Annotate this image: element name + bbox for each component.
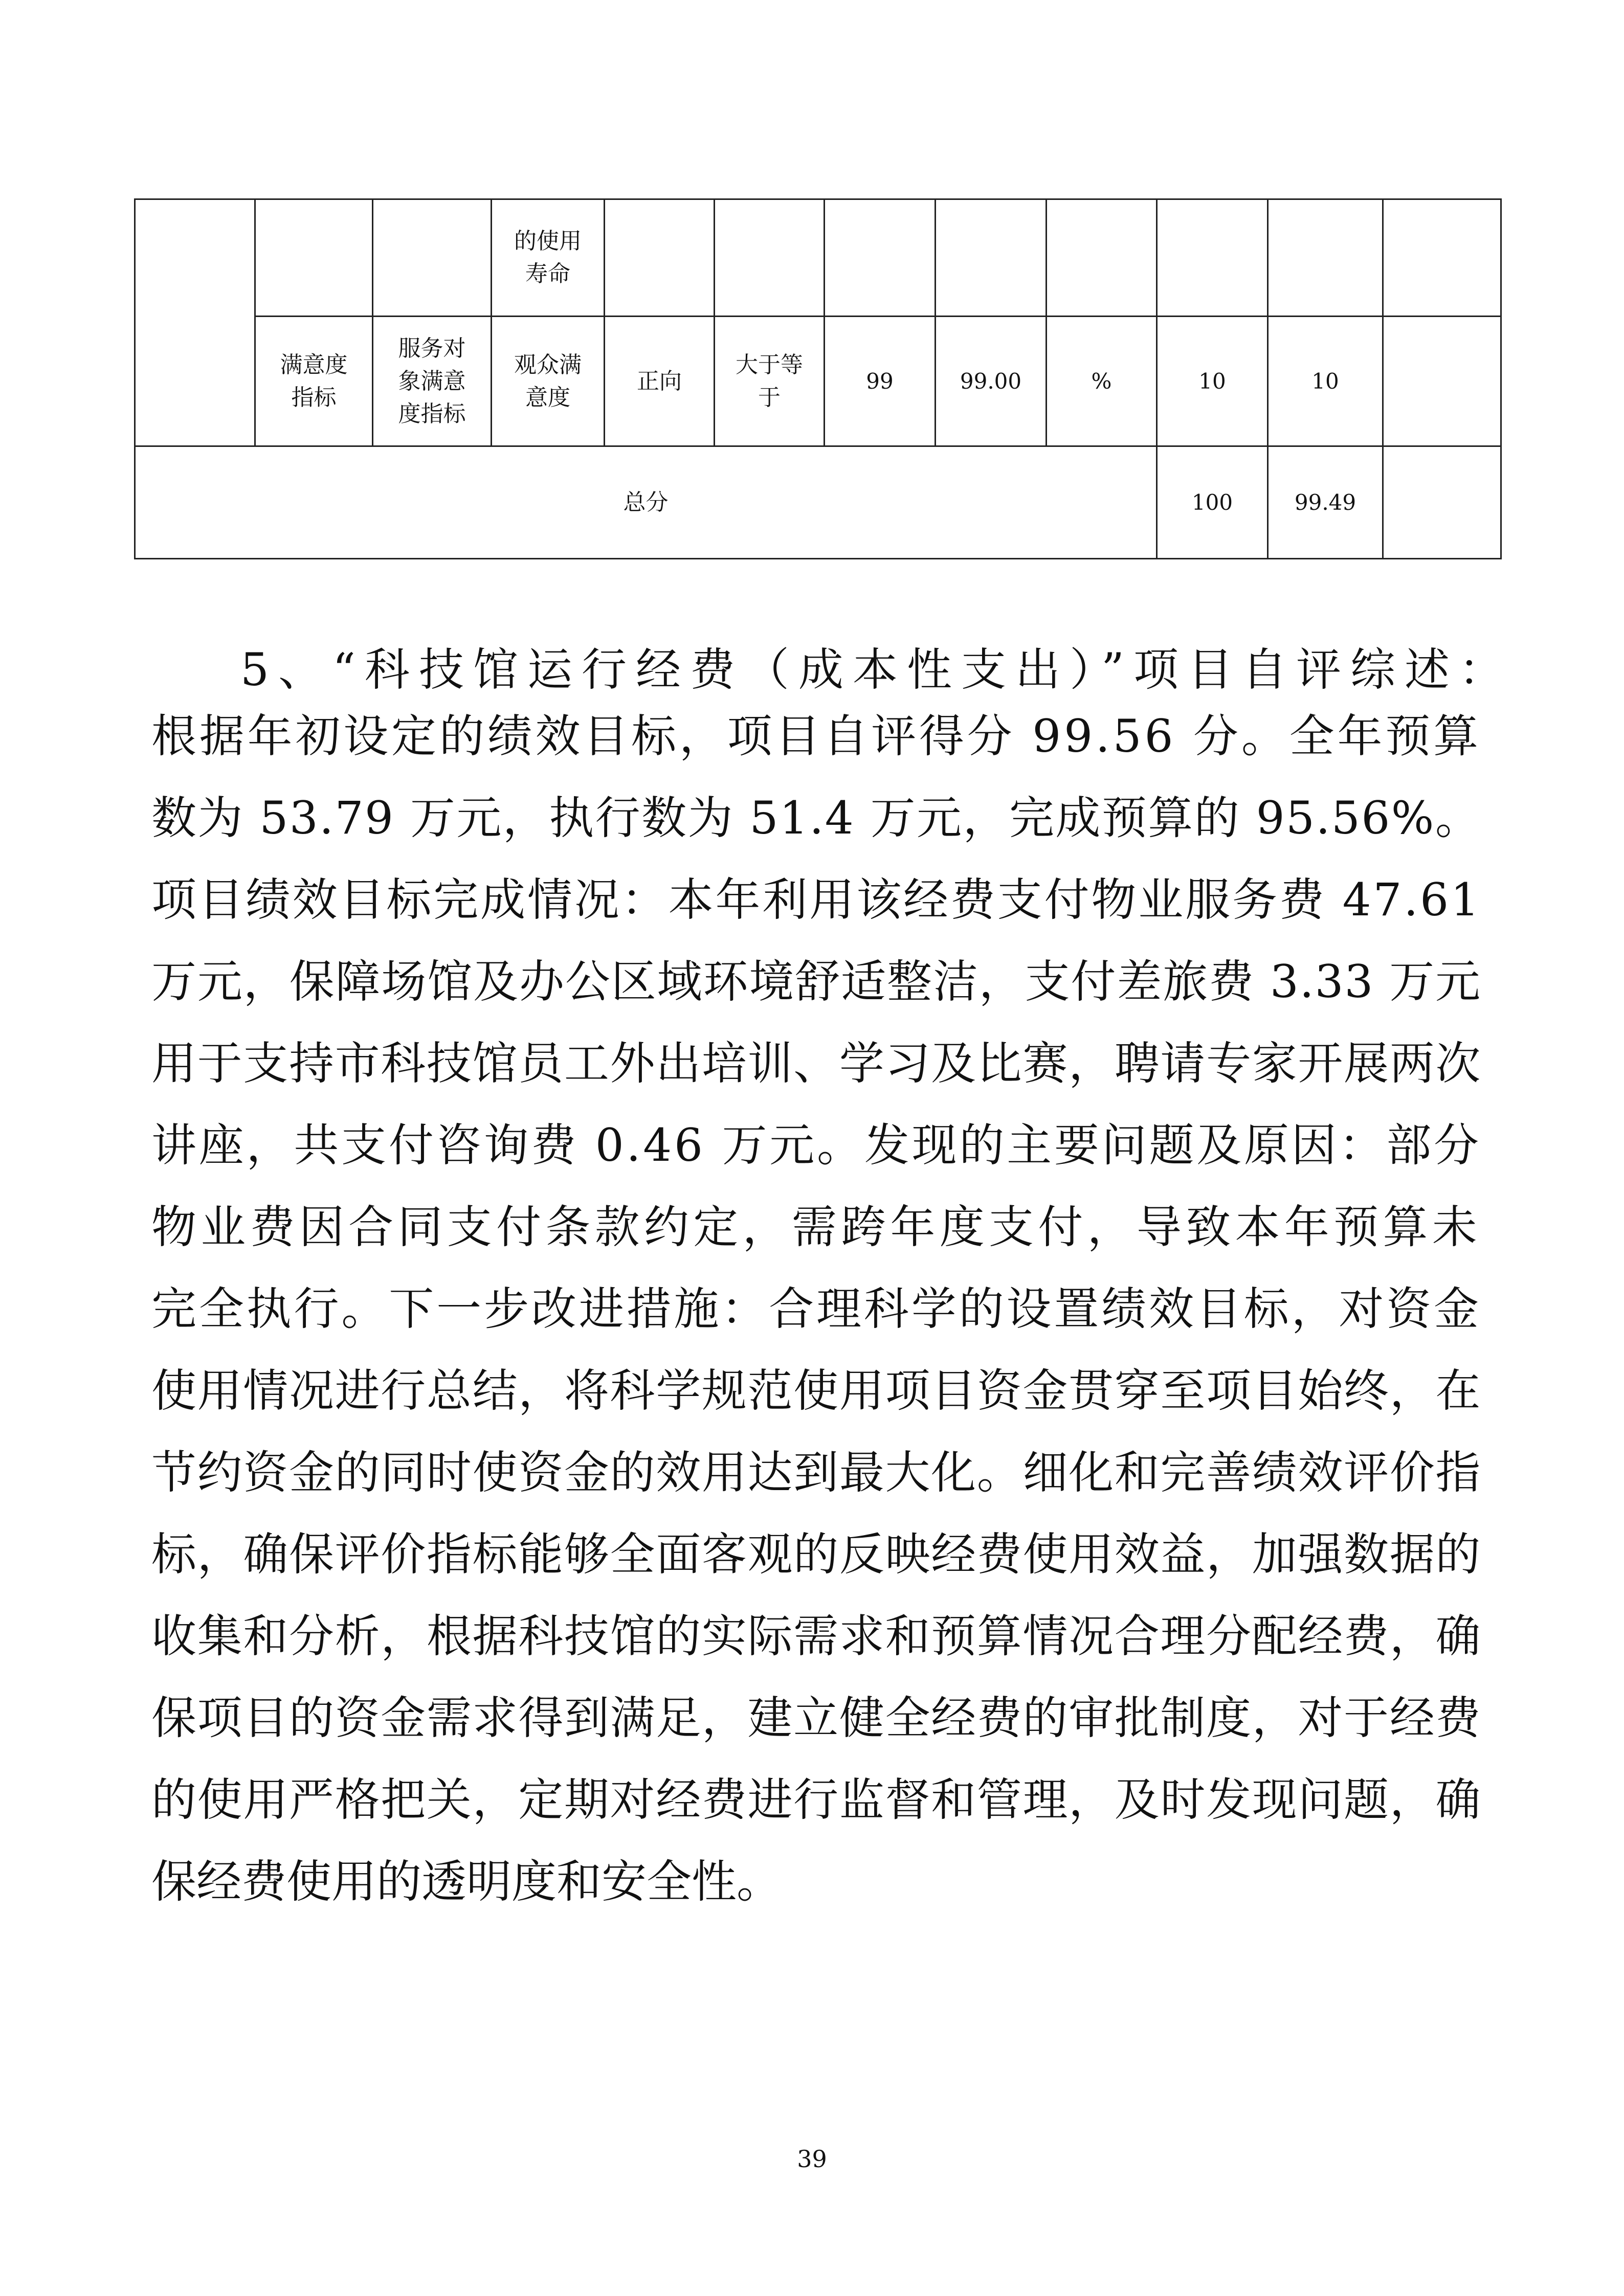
body-line: 节约资金的同时使资金的效用达到最大化。细化和完善绩效评价指 bbox=[151, 1446, 1482, 1499]
cell-text: 99.49 bbox=[1294, 489, 1356, 515]
cell-line: 的使用 bbox=[514, 228, 582, 254]
table-cell-level2-indicator bbox=[373, 317, 491, 445]
body-line: 数为 53.79 万元，执行数为 51.4 万元，完成预算的 95.56%。 bbox=[151, 792, 1482, 844]
cell-line: 意度 bbox=[525, 384, 570, 411]
table-cell-level3-indicator bbox=[492, 317, 604, 445]
performance-table bbox=[134, 198, 1502, 559]
table-border-top bbox=[134, 198, 1502, 200]
body-line: 的使用严格把关，定期对经费进行监督和管理，及时发现问题，确 bbox=[151, 1773, 1482, 1826]
section-heading: 5、“科技馆运行经费（成本性支出）”项目自评综述： bbox=[240, 643, 1513, 696]
table-total-weight bbox=[1158, 447, 1267, 558]
cell-text: 99 bbox=[866, 368, 894, 394]
body-line: 物业费因合同支付条款约定，需跨年度支付，导致本年预算未 bbox=[151, 1201, 1482, 1253]
cell-line: 满意度 bbox=[280, 351, 348, 378]
table-cell-indicator-continued bbox=[492, 200, 604, 316]
body-line: 标，确保评价指标能够全面客观的反映经费使用效益，加强数据的 bbox=[151, 1528, 1482, 1581]
table-border-right bbox=[1500, 198, 1502, 559]
body-line: 使用情况进行总结，将科学规范使用项目资金贯穿至项目始终，在 bbox=[151, 1364, 1482, 1417]
body-line: 保项目的资金需求得到满足，建立健全经费的审批制度，对于经费 bbox=[151, 1692, 1482, 1744]
cell-text: 100 bbox=[1191, 489, 1233, 515]
table-cell-operator bbox=[715, 317, 824, 445]
cell-line: 寿命 bbox=[525, 261, 570, 287]
body-line: 完全执行。下一步改进措施：合理科学的设置绩效目标，对资金 bbox=[151, 1282, 1482, 1335]
body-line: 万元，保障场馆及办公区域环境舒适整洁，支付差旅费 3.33 万元 bbox=[151, 955, 1481, 1008]
cell-line: 象满意 bbox=[398, 368, 466, 394]
cell-line: 于 bbox=[758, 384, 781, 411]
table-border-bottom bbox=[134, 558, 1502, 559]
table-cell-target-value bbox=[825, 317, 935, 445]
table-cell-unit bbox=[1047, 317, 1156, 445]
cell-text: 10 bbox=[1311, 368, 1339, 394]
cell-line: 度指标 bbox=[398, 400, 466, 427]
table-cell-nature bbox=[605, 317, 714, 445]
body-line: 根据年初设定的绩效目标，项目自评得分 99.56 分。全年预算 bbox=[151, 710, 1481, 762]
cell-text: 10 bbox=[1198, 368, 1226, 394]
body-line: 收集和分析，根据科技馆的实际需求和预算情况合理分配经费，确 bbox=[151, 1610, 1482, 1662]
cell-text: 正向 bbox=[637, 368, 682, 394]
body-line: 保经费使用的透明度和安全性。 bbox=[151, 1855, 782, 1908]
cell-line: 观众满 bbox=[514, 351, 582, 378]
table-cell-weight bbox=[1158, 317, 1267, 445]
table-total-score bbox=[1269, 447, 1382, 558]
cell-text: 99.00 bbox=[960, 368, 1022, 394]
table-cell-score bbox=[1269, 317, 1382, 445]
table-cell-actual-value bbox=[936, 317, 1045, 445]
body-line: 讲座，共支付咨询费 0.46 万元。发现的主要问题及原因：部分 bbox=[151, 1119, 1481, 1172]
table-cell-level1-indicator bbox=[256, 317, 372, 445]
cell-text: % bbox=[1091, 368, 1112, 394]
table-total-label bbox=[136, 447, 1156, 558]
body-line: 项目绩效目标完成情况：本年利用该经费支付物业服务费 47.61 bbox=[151, 873, 1481, 926]
table-col-divider bbox=[1382, 198, 1384, 559]
body-line: 用于支持市科技馆员工外出培训、学习及比赛，聘请专家开展两次 bbox=[151, 1037, 1482, 1090]
page-number: 39 bbox=[797, 2145, 827, 2173]
cell-text: 总分 bbox=[623, 489, 669, 515]
cell-line: 大于等 bbox=[736, 351, 803, 378]
cell-line: 指标 bbox=[291, 384, 337, 411]
cell-line: 服务对 bbox=[398, 335, 466, 362]
